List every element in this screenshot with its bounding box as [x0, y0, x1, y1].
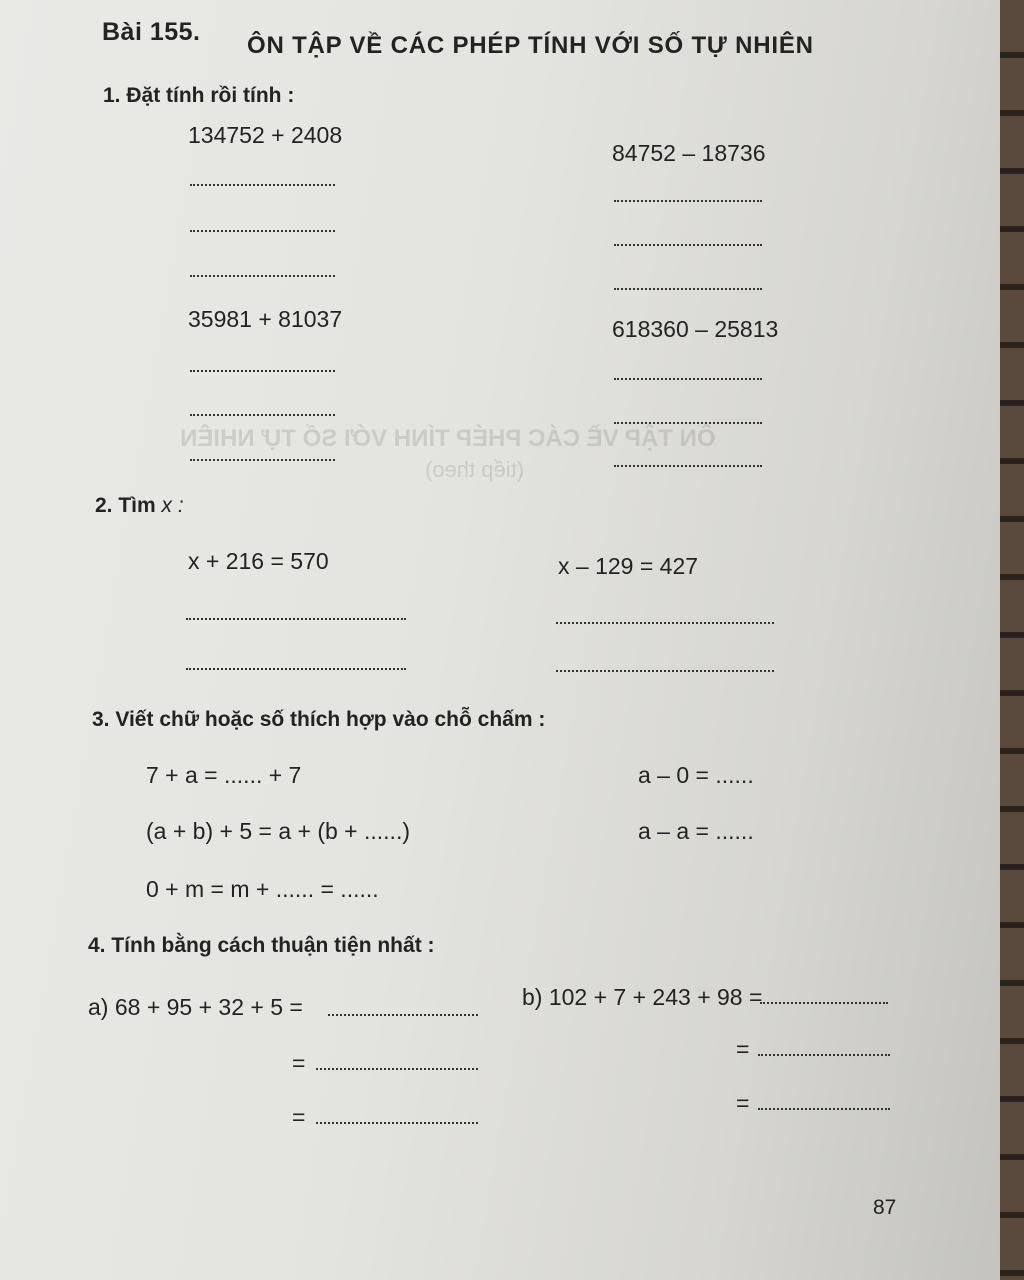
answer-line	[614, 465, 762, 467]
answer-line	[614, 288, 762, 290]
ex4-equals: =	[736, 1036, 750, 1062]
ex2-item-1: x + 216 = 570	[188, 548, 329, 574]
answer-line	[190, 275, 335, 277]
ex1-item-3: 35981 + 81037	[188, 306, 343, 332]
exercise-2-variable: x :	[161, 494, 184, 517]
answer-line	[190, 230, 335, 232]
ex1-item-1: 134752 + 2408	[188, 122, 343, 148]
book-spine-edge	[1000, 0, 1024, 1280]
ex3-item-3: (a + b) + 5 = a + (b + ......)	[146, 818, 410, 844]
lesson-number: Bài 155.	[102, 18, 201, 46]
bleed-through-subtitle: (tiếp theo)	[425, 457, 525, 482]
answer-line	[328, 1014, 478, 1016]
ex3-item-2: a – 0 = ......	[638, 762, 754, 788]
ex1-item-2: 84752 – 18736	[612, 140, 766, 166]
answer-line	[186, 618, 406, 620]
page-title: ÔN TẬP VỀ CÁC PHÉP TÍNH VỚI SỐ TỰ NHIÊN	[247, 32, 814, 59]
answer-line	[614, 200, 762, 202]
ex4-part-b: b) 102 + 7 + 243 + 98 =	[522, 984, 763, 1010]
answer-line	[316, 1122, 478, 1124]
ex1-item-4: 618360 – 25813	[612, 316, 779, 342]
exercise-4-heading: 4. Tính bằng cách thuận tiện nhất :	[88, 934, 435, 957]
exercise-1-heading: 1. Đặt tính rồi tính :	[103, 84, 295, 107]
ex2-item-2: x – 129 = 427	[558, 553, 699, 579]
answer-line	[556, 622, 774, 624]
ex4-equals: =	[292, 1050, 306, 1076]
answer-line	[190, 370, 335, 372]
ex3-item-4: a – a = ......	[638, 818, 754, 844]
answer-line	[614, 244, 762, 246]
ex4-part-a: a) 68 + 95 + 32 + 5 =	[88, 994, 303, 1020]
page-number: 87	[873, 1196, 897, 1219]
answer-line	[758, 1054, 890, 1056]
answer-line	[190, 414, 335, 416]
bleed-through-title: ÔN TẬP VỀ CÁC PHÉP TÍNH VỚI SỐ TỰ NHIÊN	[180, 425, 716, 452]
answer-line	[190, 459, 335, 461]
ex4-equals: =	[292, 1104, 306, 1130]
answer-line	[316, 1068, 478, 1070]
exercise-2-label: 2. Tìm	[95, 494, 162, 517]
ex4-equals: =	[736, 1090, 750, 1116]
answer-line	[614, 422, 762, 424]
exercise-2-heading	[95, 494, 184, 518]
answer-line	[614, 378, 762, 380]
answer-line	[556, 670, 774, 672]
ex3-item-1: 7 + a = ...... + 7	[146, 762, 302, 788]
answer-line	[760, 1002, 888, 1004]
ex3-item-5: 0 + m = m + ...... = ......	[146, 876, 379, 902]
answer-line	[758, 1108, 890, 1110]
answer-line	[190, 184, 335, 186]
exercise-3-heading: 3. Viết chữ hoặc số thích hợp vào chỗ chấm :	[92, 708, 546, 731]
answer-line	[186, 668, 406, 670]
